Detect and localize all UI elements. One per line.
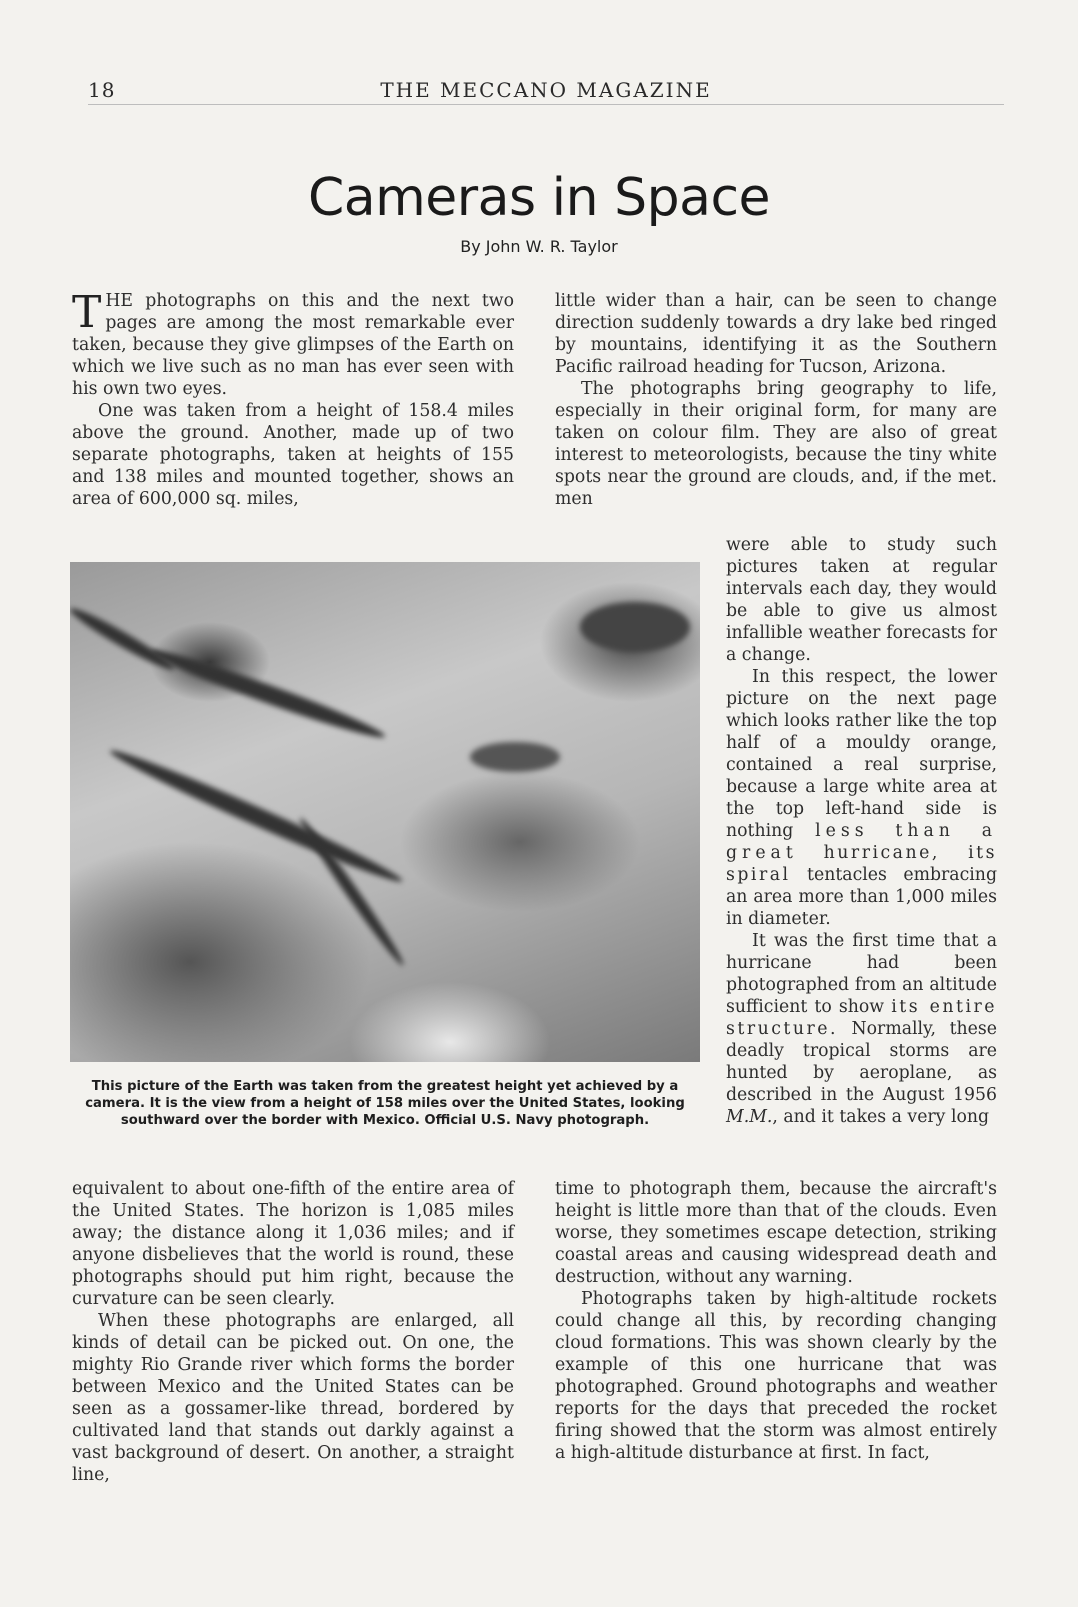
intro-paragraph: THE photographs on this and the next two pages are among the most remarkable ever taken, because they give glimpses of the Earth on which we live such as no man has ever seen with his own two eyes.: [72, 287, 514, 399]
paragraph: The photographs bring geography to life, especially in their original form, for many are taken on colour film. They are also of great interest to meteorologists, because the tiny white spots near the ground are clouds, and, if the met. men: [555, 379, 997, 509]
paragraph: It was the first time that a hurricane had been photographed from an altitude sufficient to show its entire structure. Normally, these deadly tropical storms are hunted by aeroplane, as described in the August 1956 M.M., and it takes a very long: [726, 931, 997, 1127]
drop-cap: T: [72, 287, 102, 338]
earth-photograph: [70, 562, 700, 1062]
column-narrow: [726, 534, 997, 1128]
page-header: [88, 74, 1004, 105]
column-1-bottom: [72, 1178, 514, 1486]
column-2-bottom: [555, 1178, 997, 1464]
magazine-title: THE MECCANO MAGAZINE: [380, 78, 712, 102]
photo-caption: This picture of the Earth was taken from the greatest height yet achieved by a camera. It is the view from a height of 158 miles over the United States, looking southward over the border with Mexico. Official U.S. Navy photograph.: [85, 1079, 685, 1128]
paragraph: Photographs taken by high-altitude rockets could change all this, by recording changing cloud formations. This was shown clearly by the example of this one hurricane that was photographed. Ground photographs and weather reports for the days that preceded the rocket firing showed that the storm was almost entirely a high-altitude disturbance at first. In fact,: [555, 1289, 997, 1463]
page-number: 18: [88, 78, 116, 102]
paragraph: equivalent to about one-fifth of the entire area of the United States. The horizon is 1,085 miles away; the distance along it 1,036 miles; and if anyone disbelieves that the world is round, these photographs should put him right, because the curvature can be seen clearly.: [72, 1179, 514, 1309]
article-title: Cameras in Space: [307, 168, 771, 228]
paragraph: When these photographs are enlarged, all kinds of detail can be picked out. On one, the mighty Rio Grande river which forms the border between Mexico and the United States can be seen as a gossamer-like thread, bordered by cultivated land that stands out darkly against a vast background of desert. On another, a straight line,: [72, 1311, 514, 1485]
paragraph: time to photograph them, because the aircraft's height is little more than that of the clouds. Even worse, they sometimes escape detection, striking coastal areas and causing widespread death and destruction, without any warning.: [555, 1179, 997, 1287]
paragraph: In this respect, the lower picture on the next page which looks rather like the top half of a mouldy orange, contained a real surprise, because a large white area at the top left-hand side is nothing less than a great hurricane, its spiral tentacles embracing an area more than 1,000 miles in diameter.: [726, 667, 998, 929]
paragraph: One was taken from a height of 158.4 miles above the ground. Another, made up of two separate photographs, taken at heights of 155 and 138 miles and mounted together, shows an area of 600,000 sq. miles,: [72, 401, 514, 509]
column-1-top: [72, 287, 514, 510]
byline: By John W. R. Taylor: [460, 237, 618, 256]
paragraph: were able to study such pictures taken at regular intervals each day, they would be able to give us almost infallible weather forecasts for a change.: [726, 535, 997, 665]
paragraph: little wider than a hair, can be seen to change direction suddenly towards a dry lake bed ringed by mountains, identifying it as the Southern Pacific railroad heading for Tucson, Arizona.: [555, 291, 997, 377]
column-2-top: [555, 290, 997, 510]
